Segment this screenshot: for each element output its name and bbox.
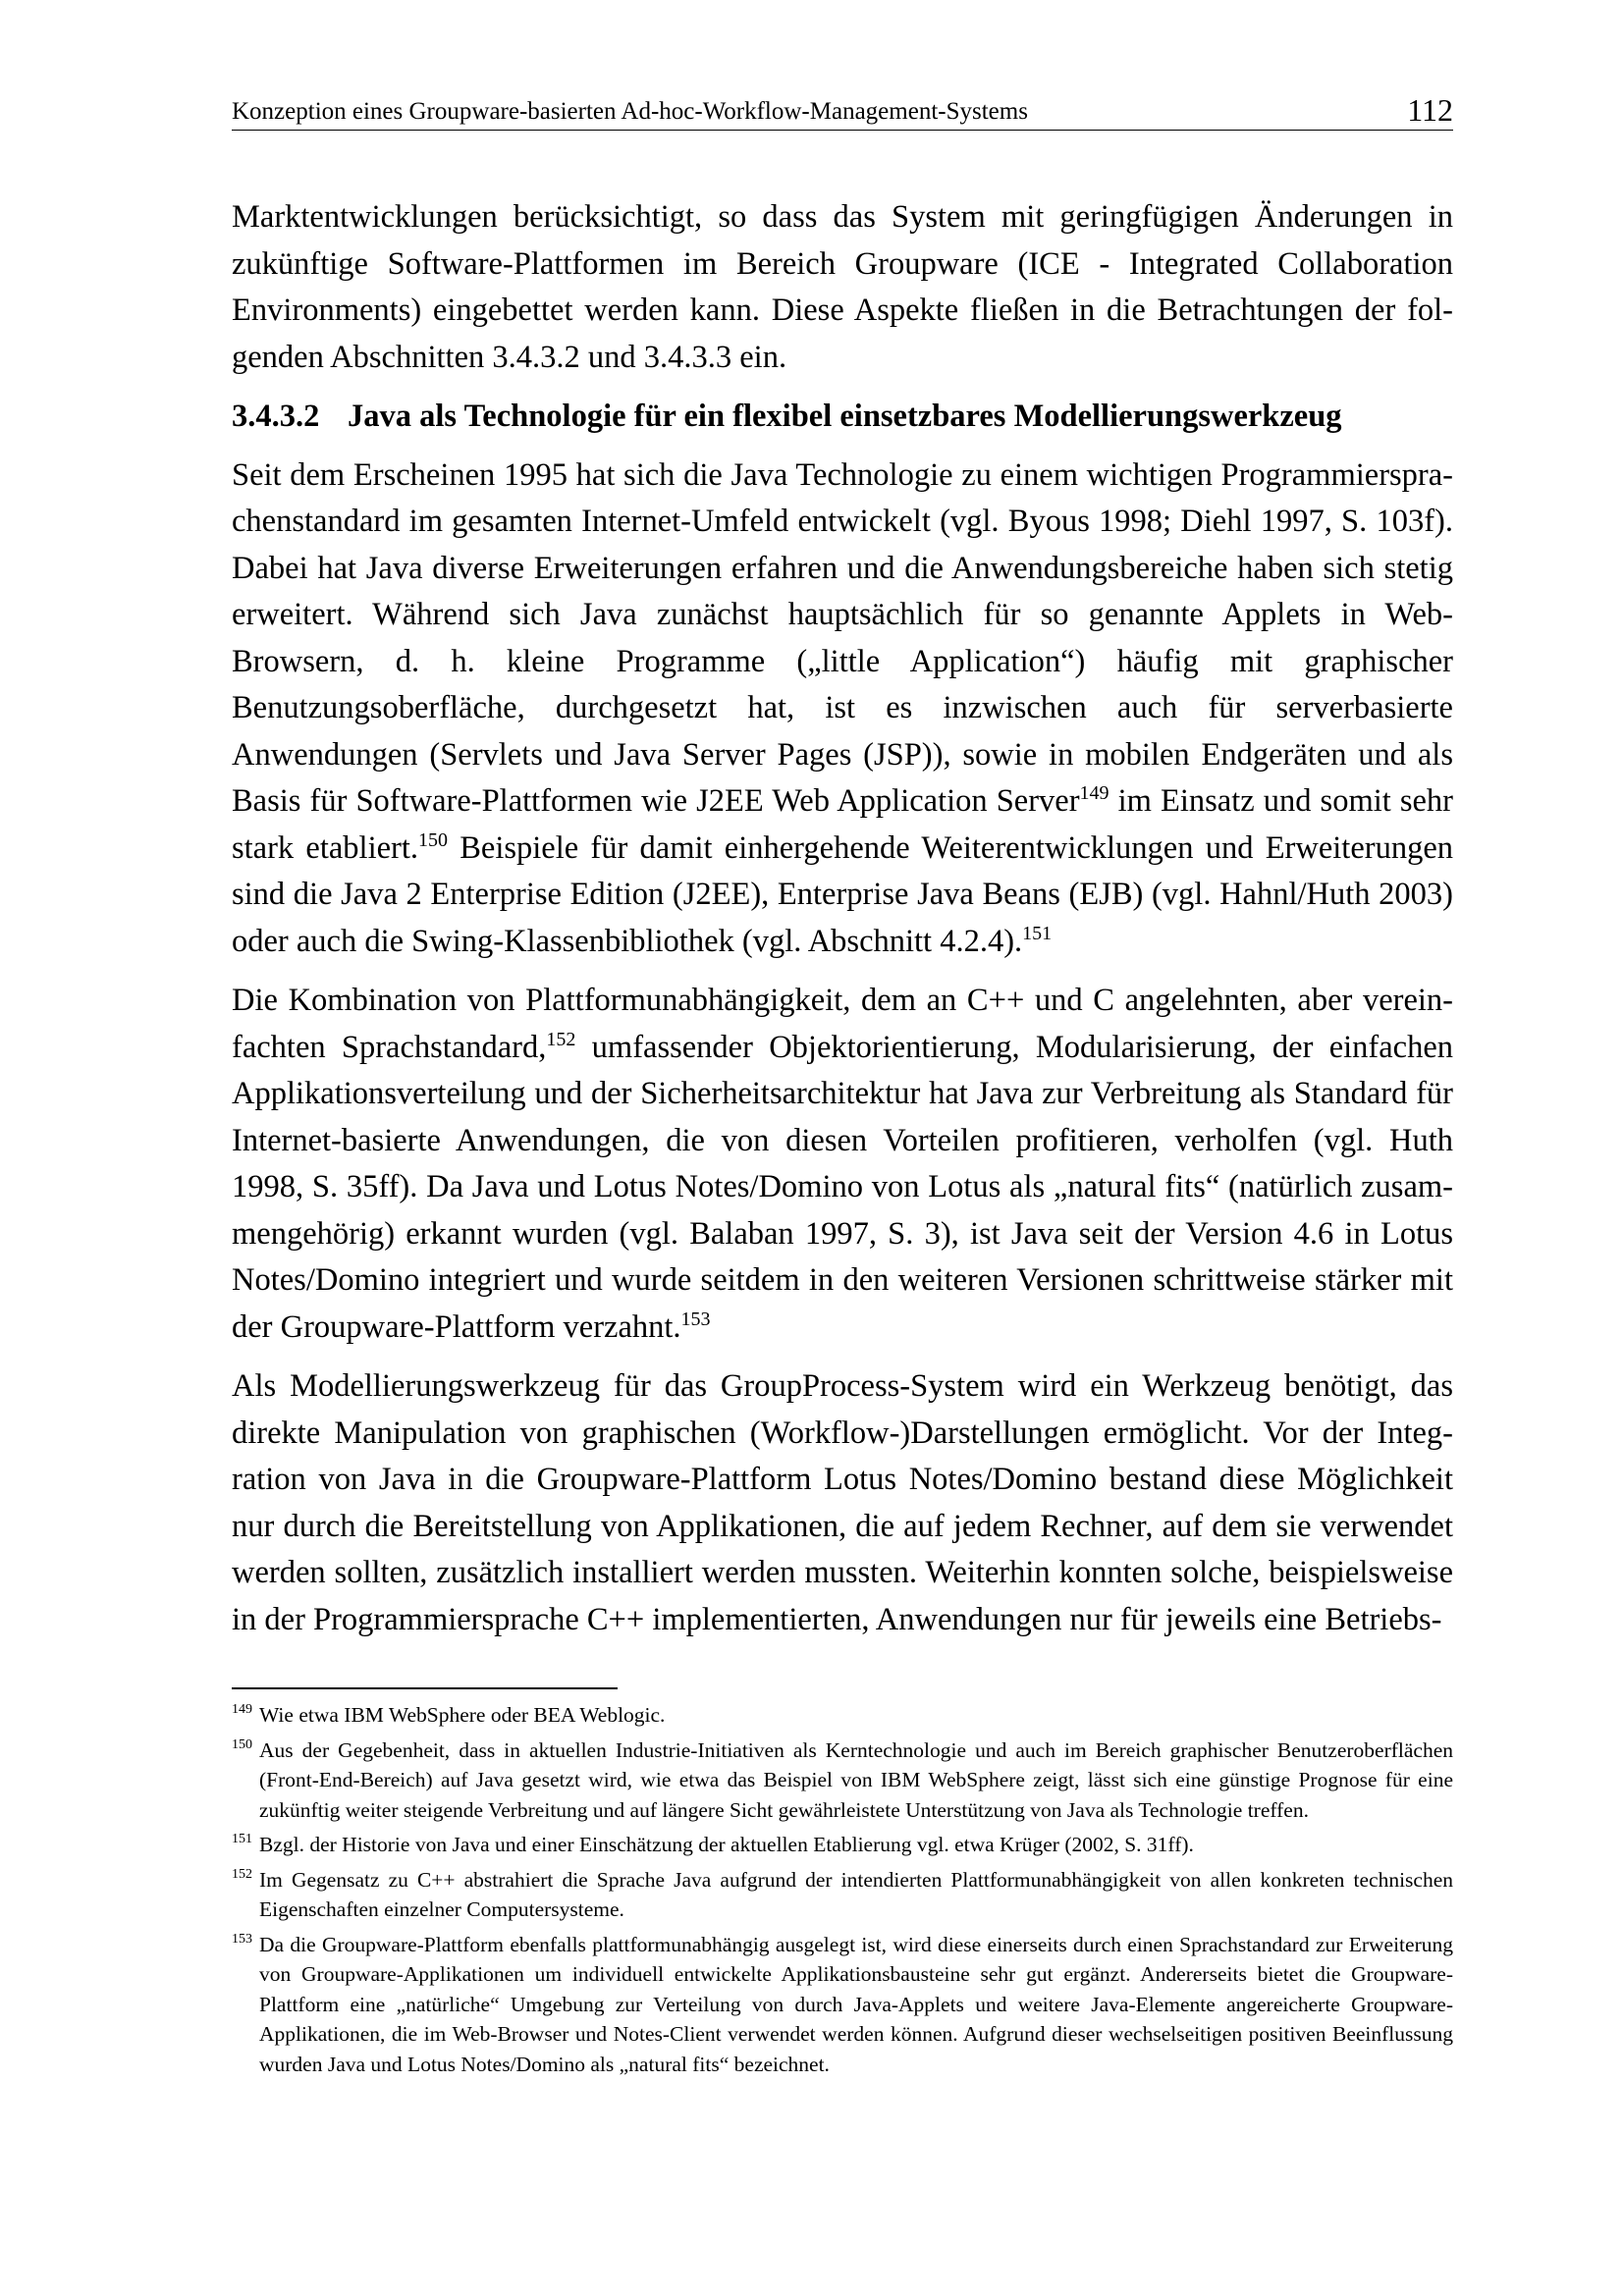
- paragraph-modeling-tool: Als Modellierungswerkzeug für das GroupProcess-System wird ein Werkzeug benötigt, das direkte Manipulation von graphischen (Workflow-)Darstellungen ermöglicht. Vor der Integration von Java in die Groupware-Plattform Lotus Notes/Domino bestand diese Möglichkeit nur durch die Bereitstellung von Applikationen, die auf jedem Rechner, auf dem sie verwendet werden sollten, zusätzlich installiert werden mussten. Weiterhin konnten solche, beispielsweise in der Programmiersprache C++ implementierten, Anwendungen nur für jeweils eine Betriebs-: [232, 1368, 1453, 1637]
- footnote-number: 150: [232, 1736, 252, 1752]
- footnote-text: Im Gegensatz zu C++ abstrahiert die Sprache Java aufgrund der intendierten Plattformunabhängigkeit von allen konkreten technischen Eigenschaften einzelner Computersysteme.: [259, 1867, 1453, 1921]
- footnote-ref-149[interactable]: 149: [1079, 782, 1109, 805]
- body-text: [232, 194, 1453, 1656]
- text-run: Die Kombination von Plattformunabhängigkeit, dem an C++ und C angelehnten, aber vereinfachten Sprachstandard,: [232, 983, 1453, 1065]
- footnote-text: Bzgl. der Historie von Java und einer Einschätzung der aktuellen Etablierung vgl. etwa Krüger (2002, S. 31ff).: [259, 1833, 1194, 1856]
- footnote-number: 152: [232, 1866, 252, 1882]
- paragraph-java-history: [232, 453, 1453, 966]
- text-run: im Einsatz und somit sehr stark etabliert.: [232, 783, 1453, 866]
- footnote-item: [232, 1830, 1453, 1860]
- footnote-number: 151: [232, 1832, 252, 1846]
- footnote-separator: [232, 1687, 618, 1689]
- footnote-ref-150[interactable]: 150: [418, 828, 449, 851]
- page-number: 112: [1407, 92, 1453, 128]
- footnote-number: 149: [232, 1702, 252, 1717]
- footnote-item: [232, 1930, 1453, 2080]
- footnote-text: Wie etwa IBM WebSphere oder BEA Weblogic.: [259, 1703, 666, 1727]
- running-header: [232, 94, 1453, 131]
- footnote-number: 153: [232, 1931, 252, 1947]
- footnote-text: Aus der Gegebenheit, dass in aktuellen Industrie-Initiativen als Kerntechnologie und auch im Bereich graphischer Benutzeroberflächen (Front-End-Bereich) auf Java gesetzt wird, wie etwa das Beispiel von IBM WebSphere zeigt, lässt sich eine günstige Prognose für eine zukünftig weiter steigende Verbreitung und auf längere Sicht gewährleistete Unterstützung von Java als Technologie treffen.: [259, 1737, 1453, 1822]
- section-heading: [232, 394, 1453, 441]
- footnote-item: [232, 1700, 1453, 1731]
- section-title: Java als Technologie für ein flexibel einsetzbares Modellierungswerkzeug: [348, 399, 1342, 434]
- section-number: 3.4.3.2: [232, 399, 320, 434]
- footnote-ref-152[interactable]: 152: [546, 1028, 576, 1050]
- footnotes: [232, 1700, 1453, 2084]
- header-title: Konzeption eines Groupware-basierten Ad-hoc-Workflow-Management-Systems: [232, 98, 1028, 125]
- footnote-ref-151[interactable]: 151: [1022, 922, 1053, 944]
- text-run: Beispiele für damit einhergehende Weiterentwicklungen und Erweiterungen sind die Java 2 Enterprise Edition (J2EE), Enterprise Java Beans (EJB) (vgl. Hahnl/Huth 2003) oder auch die Swing-Klassenbibliothek (vgl. Abschnitt 4.2.4).: [232, 829, 1453, 959]
- text-run: Seit dem Erscheinen 1995 hat sich die Java Technologie zu einem wichtigen Programmiersprachenstandard im gesamten Internet-Umfeld entwickelt (vgl. Byous 1998; Diehl 1997, S. 103f). Dabei hat Java diverse Erweiterungen erfahren und die Anwendungsbereiche haben sich stetig erweitert. Während sich Java zunächst hauptsächlich für so genannte Applets in Web-Browsern, d. h. kleine Programme („little Application“) häufig mit graphischer Benutzungsoberfläche, durchgesetzt hat, ist es inzwischen auch für serverbasierte Anwendungen (Servlets und Java Server Pages (JSP)), sowie in mobilen Endgeräten und als Basis für Software-Plattformen wie J2EE Web Application Server: [232, 456, 1453, 819]
- paragraph-intro: Marktentwicklungen berücksichtigt, so dass das System mit geringfügigen Änderungen in zukünftige Software-Plattformen im Bereich Groupware (ICE - Integrated Collaboration Environments) eingebettet werden kann. Diese Aspekte fließen in die Betrachtungen der folgenden Abschnitten 3.4.3.2 und 3.4.3.3 ein.: [232, 199, 1453, 375]
- paragraph-java-combination: [232, 978, 1453, 1351]
- text-run: umfassender Objektorientierung, Modularisierung, der einfachen Applikationsverteilung und der Sicherheitsarchitektur hat Java zur Verbreitung als Standard für Internet-basierte Anwendungen, die von diesen Vorteilen profitieren, verholfen (vgl. Huth 1998, S. 35ff). Da Java und Lotus Notes/Domino von Lotus als „natural fits“ (natürlich zusammengehörig) erkannt wurden (vgl. Balaban 1997, S. 3), ist Java seit der Version 4.6 in Lotus Notes/Domino integriert und wurde seitdem in den weiteren Versionen schrittweise stärker mit der Groupware-Plattform verzahnt.: [232, 1029, 1453, 1345]
- footnote-item: [232, 1865, 1453, 1925]
- footnote-item: [232, 1735, 1453, 1826]
- footnote-text: Da die Groupware-Plattform ebenfalls plattformunabhängig ausgelegt ist, wird diese einerseits durch einen Sprachstandard zur Erweiterung von Groupware-Applikationen um individuell entwickelte Applikationsbausteine sehr gut ergänzt. Andererseits bietet die Groupware-Plattform eine „natürliche“ Umgebung zur Verteilung von durch Java-Applets und weitere Java-Elemente angereicherte Groupware-Applikationen, die im Web-Browser und Notes-Client verwendet werden können. Aufgrund dieser wechselseitigen positiven Beeinflussung wurden Java und Lotus Notes/Domino als „natural fits“ bezeichnet.: [259, 1932, 1453, 2076]
- footnote-ref-153[interactable]: 153: [680, 1308, 711, 1330]
